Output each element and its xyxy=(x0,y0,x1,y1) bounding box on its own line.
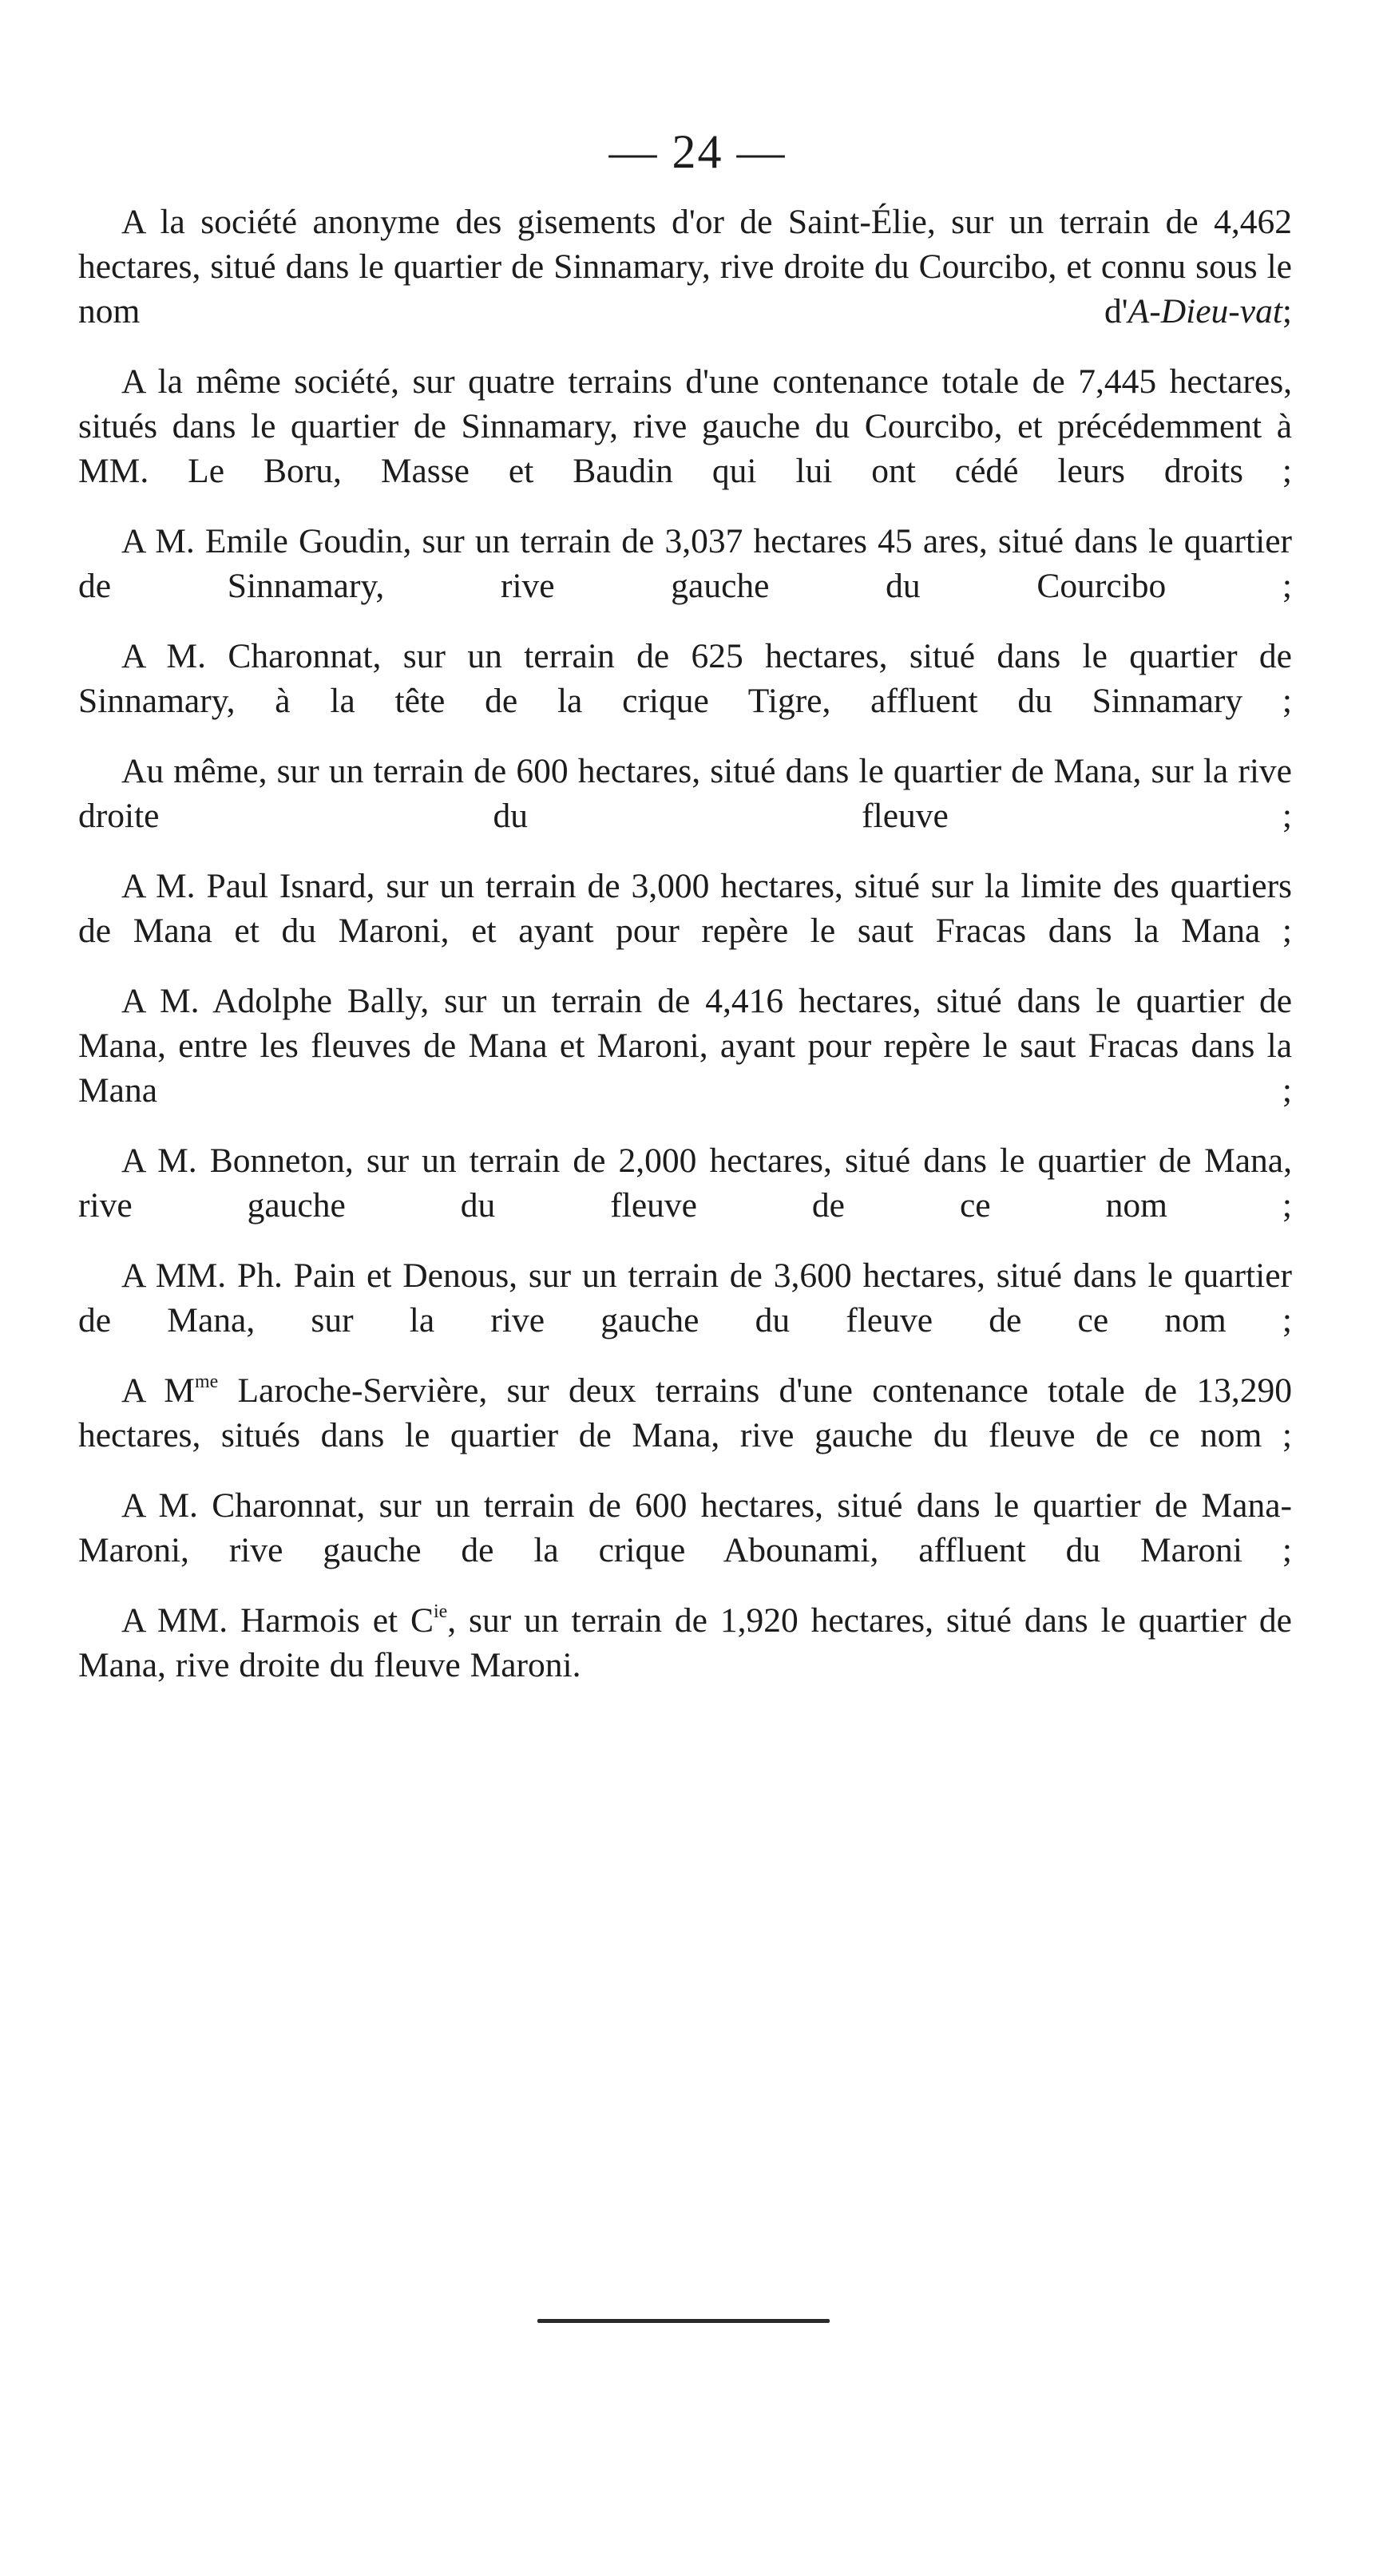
paragraph-lead: A MM. Harmois et C xyxy=(121,1601,434,1640)
paragraph-4: A M. Charonnat, sur un terrain de 625 hectares, situé dans le quartier de Sinnamary, à la tête de la crique Tigre, affluent du Sinnamary ; xyxy=(78,637,1292,720)
paragraph-11: A M. Charonnat, sur un terrain de 600 hectares, situé dans le quartier de Mana-Maroni, rive gauche de la crique Abounami, affluent du Maroni ; xyxy=(78,1486,1292,1569)
paragraph-7: A M. Adolphe Bally, sur un terrain de 4,416 hectares, situé dans le quartier de Mana, entre les fleuves de Mana et Maroni, ayant pour repère le saut Fracas dans la Mana ; xyxy=(78,982,1292,1110)
superscript-abbreviation: me xyxy=(194,1371,219,1393)
place-name: A-Dieu-vat xyxy=(1127,292,1282,330)
paragraph-9: A MM. Ph. Pain et Denous, sur un terrain de 3,600 hectares, situé dans le quartier de Mana, sur la rive gauche du fleuve de ce nom ; xyxy=(78,1256,1292,1339)
paragraph-1 xyxy=(78,200,1292,334)
paragraph-12 xyxy=(78,1598,1292,1688)
closing-rule xyxy=(537,2319,830,2323)
paragraph-8: A M. Bonneton, sur un terrain de 2,000 hectares, situé dans le quartier de Mana, rive gauche du fleuve de ce nom ; xyxy=(78,1142,1292,1225)
paragraph-text: A la société anonyme des gisements d'or de Saint-Élie, sur un terrain de 4,462 hectares, situé dans le quartier de Sinnamary, rive droite du Courcibo, et connu sous le nom d' xyxy=(78,203,1292,330)
paragraph-tail: ; xyxy=(1282,292,1292,330)
paragraph-text: Laroche-Servière, sur deux terrains d'une contenance totale de 13,290 hectares, situés dans le quartier de Mana, rive gauche du fleuve de ce nom ; xyxy=(78,1371,1292,1454)
paragraph-6: A M. Paul Isnard, sur un terrain de 3,000 hectares, situé sur la limite des quartiers de Mana et du Maroni, et ayant pour repère le saut Fracas dans la Mana ; xyxy=(78,867,1292,950)
superscript-abbreviation: ie xyxy=(434,1601,448,1623)
paragraph-2: A la même société, sur quatre terrains d'une contenance totale de 7,445 hectares, situés dans le quartier de Sinnamary, rive gauche du Courcibo, et précédemment à MM. Le Boru, Masse et Baudin qui lui ont cédé leurs droits ; xyxy=(78,362,1292,490)
paragraph-10 xyxy=(78,1368,1292,1458)
paragraph-5: Au même, sur un terrain de 600 hectares, situé dans le quartier de Mana, sur la rive droite du fleuve ; xyxy=(78,752,1292,835)
page-number: — 24 — xyxy=(608,125,787,178)
paragraph-text: , sur un terrain de 1,920 hectares, situé dans le quartier de Mana, rive droite du fleuve Maroni. xyxy=(78,1601,1292,1684)
paragraph-lead: A M xyxy=(121,1371,195,1410)
concessions-list xyxy=(78,200,1292,1713)
paragraph-3: A M. Emile Goudin, sur un terrain de 3,037 hectares 45 ares, situé dans le quartier de Sinnamary, rive gauche du Courcibo ; xyxy=(78,522,1292,605)
